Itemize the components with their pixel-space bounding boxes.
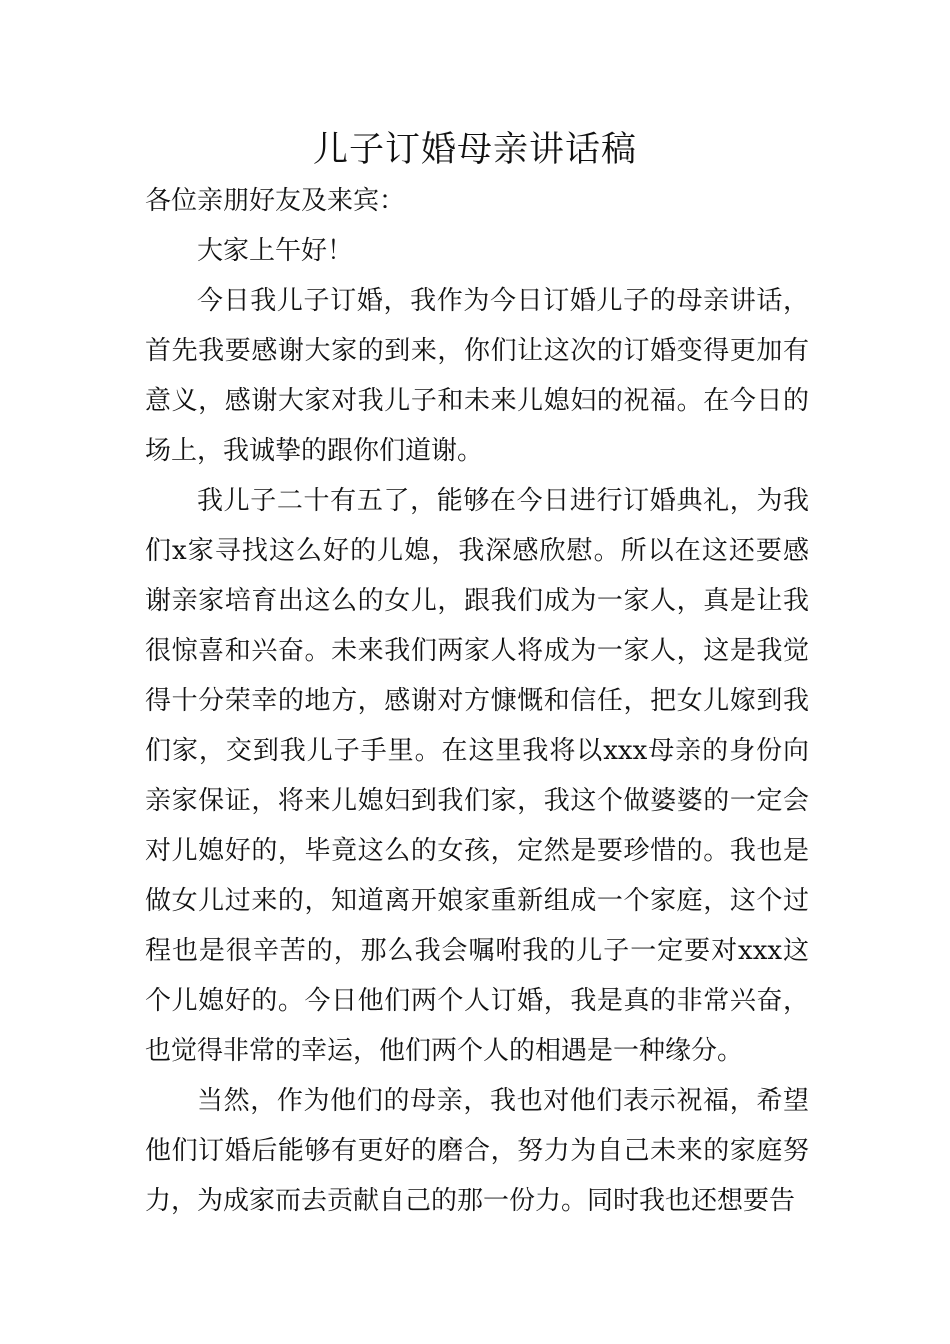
paragraph-blessing: 当然，作为他们的母亲，我也对他们表示祝福，希望他们订婚后能够有更好的磨合，努力为自己未来的家庭努力，为成家而去贡献自己的那一份力。同时我也还想要告 (145, 1086, 809, 1216)
salutation: 各位亲朋好友及来宾： (145, 186, 406, 216)
document-title: 儿子订婚母亲讲话稿 (312, 130, 637, 170)
document-body (145, 176, 809, 1226)
greeting: 大家上午好！ (197, 236, 354, 266)
paragraph-thanks: 今日我儿子订婚，我作为今日订婚儿子的母亲讲话，首先我要感谢大家的到来，你们让这次的订婚变得更加有意义，感谢大家对我儿子和未来儿媳妇的祝福。在今日的场上，我诚挚的跟你们道谢。 (145, 286, 809, 466)
paragraph-family: 我儿子二十有五了，能够在今日进行订婚典礼，为我们x家寻找这么好的儿媳，我深感欣慰。所以在这还要感谢亲家培育出这么的女儿，跟我们成为一家人，真是让我很惊喜和兴奋。未来我们两家人将成为一家人，这是我觉得十分荣幸的地方，感谢对方慷慨和信任，把女儿嫁到我们家，交到我儿子手里。在这里我将以xxx母亲的身份向亲家保证，将来儿媳妇到我们家，我这个做婆婆的一定会对儿媳好的，毕竟这么的女孩，定然是要珍惜的。我也是做女儿过来的，知道离开娘家重新组成一个家庭，这个过程也是很辛苦的，那么我会嘱咐我的儿子一定要对xxx这个儿媳好的。今日他们两个人订婚，我是真的非常兴奋，也觉得非常的幸运，他们两个人的相遇是一种缘分。 (145, 486, 809, 1066)
